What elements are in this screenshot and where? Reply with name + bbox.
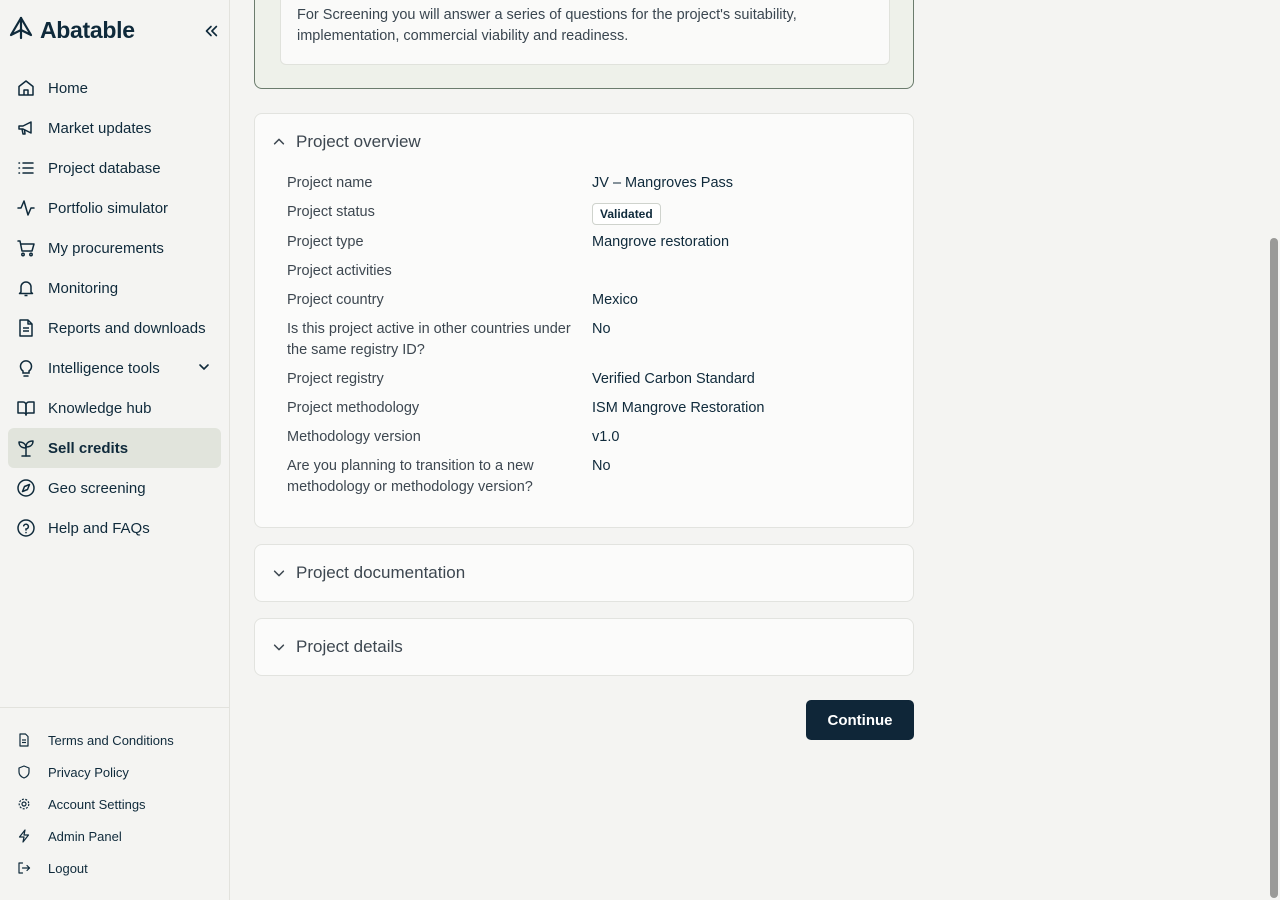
home-icon xyxy=(16,78,36,98)
screening-intro-card xyxy=(254,0,914,89)
project-documentation-title: Project documentation xyxy=(296,563,466,582)
sidebar-item-help-and-faqs[interactable] xyxy=(8,508,221,548)
sidebar-item-label: Sell credits xyxy=(48,439,129,457)
overview-label: Project country xyxy=(287,292,384,308)
footer-item-label: Account Settings xyxy=(48,796,146,812)
sidebar-item-portfolio-simulator[interactable] xyxy=(8,188,221,228)
overview-value: No xyxy=(592,458,611,474)
sidebar-divider xyxy=(0,707,229,708)
sidebar xyxy=(0,0,230,900)
chevron-down-icon xyxy=(271,565,287,581)
overview-value: No xyxy=(592,321,611,337)
footer-item-terms[interactable] xyxy=(8,724,221,756)
collapse-sidebar-button[interactable] xyxy=(200,20,222,42)
list-icon xyxy=(16,158,36,178)
shield-icon xyxy=(16,764,32,780)
scrollbar-thumb[interactable] xyxy=(1270,238,1278,898)
overview-value: Mangrove restoration xyxy=(592,234,730,250)
footer-item-label: Privacy Policy xyxy=(48,764,129,780)
sidebar-item-market-updates[interactable] xyxy=(8,108,221,148)
lightning-icon xyxy=(16,828,32,844)
footer-item-logout[interactable] xyxy=(8,852,221,884)
overview-value: Mexico xyxy=(592,292,638,308)
document-icon xyxy=(16,318,36,338)
overview-value-wrapper xyxy=(592,203,892,225)
project-overview-toggle[interactable] xyxy=(271,114,421,170)
brand-name: Abatable xyxy=(40,16,135,43)
footer-item-label: Logout xyxy=(48,860,88,876)
bell-icon xyxy=(16,278,36,298)
sidebar-item-label: Intelligence tools xyxy=(48,359,160,377)
overview-label: Project status xyxy=(287,204,375,220)
sidebar-item-label: Monitoring xyxy=(48,279,119,297)
abatable-logo-icon xyxy=(8,15,34,46)
project-details-toggle[interactable] xyxy=(271,619,403,675)
overview-label: Project registry xyxy=(287,371,384,387)
sidebar-item-label: Knowledge hub xyxy=(48,399,152,417)
sidebar-item-label: Help and FAQs xyxy=(48,519,150,537)
overview-label: Are you planning to transition to a new methodology or methodology version? xyxy=(287,458,534,495)
screening-intro-text: For Screening you will answer a series of questions for the project's suitability, implementation, commercial viability and readiness. xyxy=(280,0,890,65)
footer-item-account-settings[interactable] xyxy=(8,788,221,820)
sidebar-item-knowledge-hub[interactable] xyxy=(8,388,221,428)
sidebar-item-project-database[interactable] xyxy=(8,148,221,188)
activity-icon xyxy=(16,198,36,218)
sidebar-item-label: Geo screening xyxy=(48,479,146,497)
footer-item-label: Terms and Conditions xyxy=(48,732,174,748)
continue-button[interactable]: Continue xyxy=(806,700,914,740)
footer-item-label: Admin Panel xyxy=(48,828,122,844)
book-icon xyxy=(16,398,36,418)
overview-label: Project name xyxy=(287,175,373,191)
project-documentation-panel xyxy=(254,544,914,602)
footer-item-admin-panel[interactable] xyxy=(8,820,221,852)
status-badge: Validated xyxy=(592,203,661,225)
project-details-panel xyxy=(254,618,914,676)
logout-icon xyxy=(16,860,32,876)
overview-value: JV – Mangroves Pass xyxy=(592,175,734,191)
sprout-icon xyxy=(16,438,36,458)
sidebar-item-my-procurements[interactable] xyxy=(8,228,221,268)
overview-label: Is this project active in other countries under the same registry ID? xyxy=(287,321,571,358)
project-details-title: Project details xyxy=(296,637,403,656)
overview-value: Verified Carbon Standard xyxy=(592,371,755,387)
overview-label: Project type xyxy=(287,234,364,250)
megaphone-icon xyxy=(16,118,36,138)
sidebar-item-home[interactable] xyxy=(8,68,221,108)
footer-item-privacy[interactable] xyxy=(8,756,221,788)
sidebar-item-sell-credits[interactable] xyxy=(8,428,221,468)
chevron-down-icon[interactable] xyxy=(197,360,211,374)
sidebar-item-monitoring[interactable] xyxy=(8,268,221,308)
sidebar-item-label: My procurements xyxy=(48,239,164,257)
overview-label: Methodology version xyxy=(287,429,421,445)
overview-label: Project methodology xyxy=(287,400,420,416)
overview-value: ISM Mangrove Restoration xyxy=(592,400,765,416)
overview-value: v1.0 xyxy=(592,429,620,445)
sidebar-item-reports-and-downloads[interactable] xyxy=(8,308,221,348)
sidebar-item-geo-screening[interactable] xyxy=(8,468,221,508)
project-documentation-toggle[interactable] xyxy=(271,545,465,601)
brand-logo[interactable] xyxy=(8,14,135,46)
sidebar-item-label: Project database xyxy=(48,159,161,177)
compass-icon xyxy=(16,478,36,498)
gear-icon xyxy=(16,796,32,812)
chevron-down-icon xyxy=(271,639,287,655)
sidebar-item-label: Reports and downloads xyxy=(48,319,206,337)
chevrons-left-icon xyxy=(202,22,220,40)
overview-label: Project activities xyxy=(287,263,392,279)
sidebar-item-label: Market updates xyxy=(48,119,152,137)
project-overview-title: Project overview xyxy=(296,132,421,151)
document-icon xyxy=(16,732,32,748)
cart-icon xyxy=(16,238,36,258)
sidebar-item-label: Portfolio simulator xyxy=(48,199,169,217)
sidebar-footer xyxy=(8,724,221,884)
project-overview-panel xyxy=(254,113,914,528)
help-icon xyxy=(16,518,36,538)
sidebar-item-intelligence-tools[interactable] xyxy=(8,348,221,388)
sidebar-item-label: Home xyxy=(48,79,89,97)
lightbulb-icon xyxy=(16,358,36,378)
sidebar-nav xyxy=(8,68,221,548)
chevron-up-icon xyxy=(271,134,287,150)
